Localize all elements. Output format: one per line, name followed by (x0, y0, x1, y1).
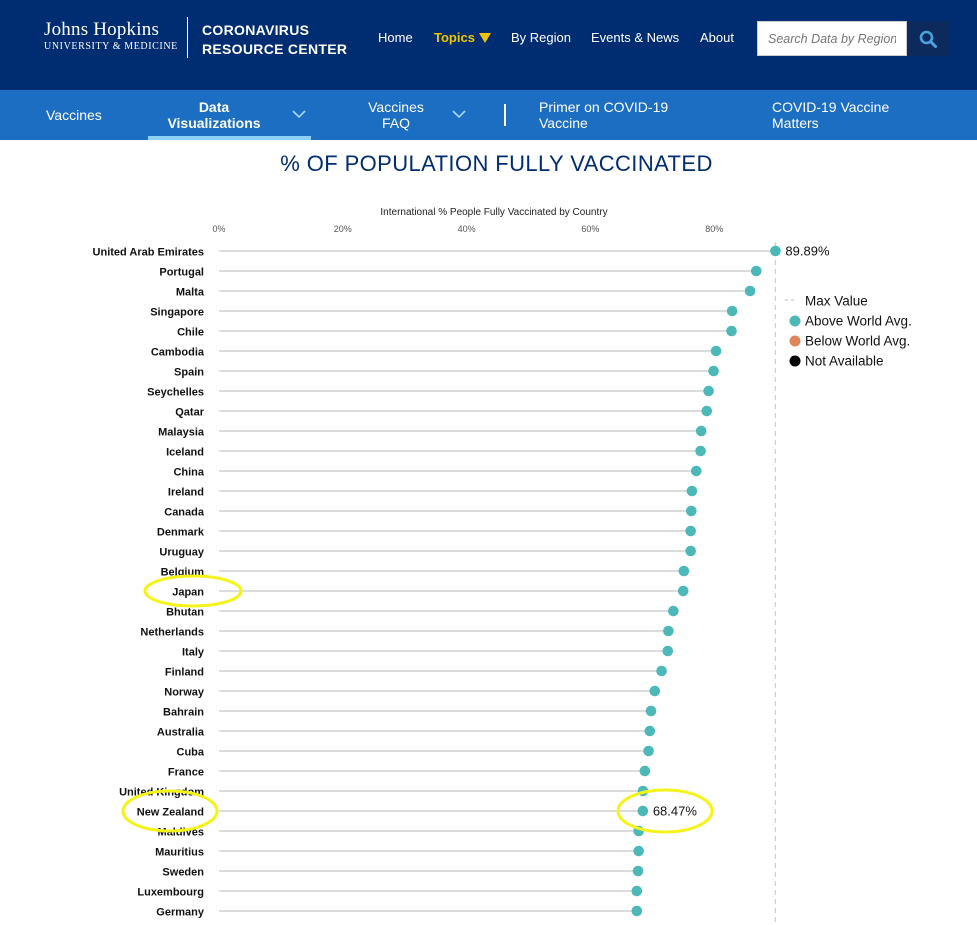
country-label: Singapore (150, 306, 204, 319)
x-tick-label: 80% (705, 224, 724, 234)
chart-row (166, 606, 679, 619)
data-point (663, 626, 674, 637)
data-point (649, 686, 660, 697)
highlight-ellipses (123, 576, 712, 832)
data-point (703, 386, 714, 397)
data-point (726, 326, 737, 337)
chart-row (163, 706, 656, 719)
country-label: New Zealand (136, 806, 204, 819)
legend-label: Above World Avg. (805, 313, 912, 329)
country-label: Italy (181, 646, 204, 659)
data-point (691, 466, 702, 477)
country-label: Ireland (167, 486, 204, 499)
country-label: Spain (174, 366, 204, 379)
data-point (687, 486, 698, 497)
nav-events-news[interactable]: Events & News (591, 30, 680, 45)
nav-about[interactable]: About (700, 30, 734, 45)
data-point (645, 726, 656, 737)
chart-row (166, 446, 706, 459)
data-point (633, 846, 644, 857)
x-tick-label: 40% (457, 224, 476, 234)
legend-dot (790, 316, 801, 327)
subnav-data-viz-line2: Visualizations (167, 115, 261, 131)
chart-row (140, 626, 673, 639)
country-label: Malta (175, 286, 204, 299)
chart-row (93, 246, 781, 259)
country-label: United Kingdom (119, 786, 204, 799)
data-point (668, 606, 679, 617)
subnav-faq-line1: Vaccines (368, 99, 424, 115)
legend-dot (790, 336, 801, 347)
country-label: Chile (177, 326, 204, 339)
chart-row (156, 906, 642, 919)
chart-subtitle: International % People Fully Vaccinated by Country (380, 207, 608, 218)
value-label: 68.47% (652, 803, 697, 819)
x-tick-label: 20% (333, 224, 352, 234)
country-label: Sweden (162, 866, 204, 879)
nav-topics-label: Topics (434, 30, 475, 45)
data-point (678, 586, 689, 597)
logo-wordmark: Johns Hopkins (44, 19, 160, 40)
nav-by-region[interactable]: By Region (511, 30, 571, 45)
chart-row (162, 866, 643, 879)
data-point (640, 766, 651, 777)
data-point (686, 506, 697, 517)
chart-row (159, 266, 761, 279)
chart-row (151, 346, 722, 359)
chart-row (168, 766, 650, 779)
data-point (643, 746, 654, 757)
country-label: Iceland (166, 446, 204, 459)
country-label: Portugal (159, 266, 204, 279)
data-point (656, 666, 667, 677)
data-point (685, 526, 696, 537)
chart-row (182, 646, 673, 659)
chart-row (164, 686, 660, 699)
chart-row (176, 286, 756, 299)
chart-row (137, 886, 642, 899)
data-point (646, 706, 657, 717)
country-label: Norway (164, 686, 204, 699)
chart-row (177, 326, 737, 339)
x-tick-label: 0% (212, 224, 226, 234)
country-label: Japan (172, 586, 204, 599)
data-point (695, 446, 706, 457)
chart-row (158, 826, 644, 839)
country-label: Denmark (156, 526, 204, 539)
data-point (701, 406, 712, 417)
legend-label: Not Available (805, 353, 884, 369)
chart-row (157, 726, 655, 739)
chart-rows (93, 244, 830, 919)
data-point (727, 306, 738, 317)
country-label: Bahrain (163, 706, 204, 719)
chart-row (168, 486, 697, 499)
country-label: Netherlands (140, 626, 204, 639)
subnav-matters-line1: COVID-19 Vaccine (772, 99, 890, 115)
chart-row (157, 526, 696, 539)
country-label: Mauritius (155, 846, 204, 859)
subnav-primer-line1: Primer on COVID-19 (539, 99, 669, 115)
chart-row (155, 846, 644, 859)
chart-row (175, 406, 712, 419)
chart-row (150, 306, 737, 319)
site-title-line2: RESOURCE CENTER (202, 41, 348, 57)
subnav-vaccines[interactable]: Vaccines (46, 107, 102, 123)
data-point (632, 886, 643, 897)
x-tick-label: 60% (581, 224, 600, 234)
data-point (770, 246, 781, 257)
legend-label: Max Value (805, 293, 868, 309)
data-point (685, 546, 696, 557)
country-label: Australia (156, 726, 204, 739)
chart-row (159, 546, 696, 559)
country-label: Uruguay (159, 546, 204, 559)
chart-row (177, 746, 654, 759)
country-label: United Arab Emirates (92, 246, 204, 259)
country-label: Cuba (176, 746, 204, 759)
chart-row (158, 426, 706, 439)
data-point (711, 346, 722, 357)
logo-subtitle: UNIVERSITY & MEDICINE (44, 41, 178, 52)
data-point (696, 426, 707, 437)
country-label: Canada (164, 506, 204, 519)
data-point (708, 366, 719, 377)
chart-row (173, 466, 701, 479)
country-label: Qatar (175, 406, 204, 419)
subnav-data-viz-line1: Data (198, 99, 230, 115)
country-label: Seychelles (147, 386, 204, 399)
site-title-line1: CORONAVIRUS (202, 22, 310, 38)
country-label: Germany (156, 906, 204, 919)
data-point (662, 646, 673, 657)
country-label: Malaysia (158, 426, 204, 439)
value-label: 89.89% (785, 243, 830, 259)
subnav-matters-line2: Matters (772, 115, 819, 131)
chart-row (172, 586, 688, 599)
country-label: Bhutan (166, 606, 204, 619)
data-point (679, 566, 690, 577)
data-point (751, 266, 762, 277)
data-point (745, 286, 756, 297)
chart-row (164, 506, 696, 519)
chart-row (147, 386, 714, 399)
country-label: Maldives (157, 826, 204, 839)
country-label: France (167, 766, 204, 779)
country-label: Finland (164, 666, 204, 679)
country-label: Belgium (160, 566, 204, 579)
subnav-faq-line2: FAQ (381, 115, 410, 131)
chart-row (161, 566, 690, 579)
chart-row (165, 666, 667, 679)
subnav-primer-line2: Vaccine (539, 115, 588, 131)
legend-dot (790, 356, 801, 367)
country-label: China (173, 466, 204, 479)
country-label: Cambodia (150, 346, 204, 359)
page-title: % OF POPULATION FULLY VACCINATED (280, 151, 713, 176)
chart-row (174, 366, 719, 379)
data-point (633, 866, 644, 877)
x-axis-ticks (212, 224, 723, 234)
nav-home[interactable]: Home (378, 30, 413, 45)
data-point (632, 906, 643, 917)
country-label: Luxembourg (137, 886, 204, 899)
legend-label: Below World Avg. (805, 333, 911, 349)
chart-legend (785, 294, 912, 369)
data-point (638, 806, 649, 817)
